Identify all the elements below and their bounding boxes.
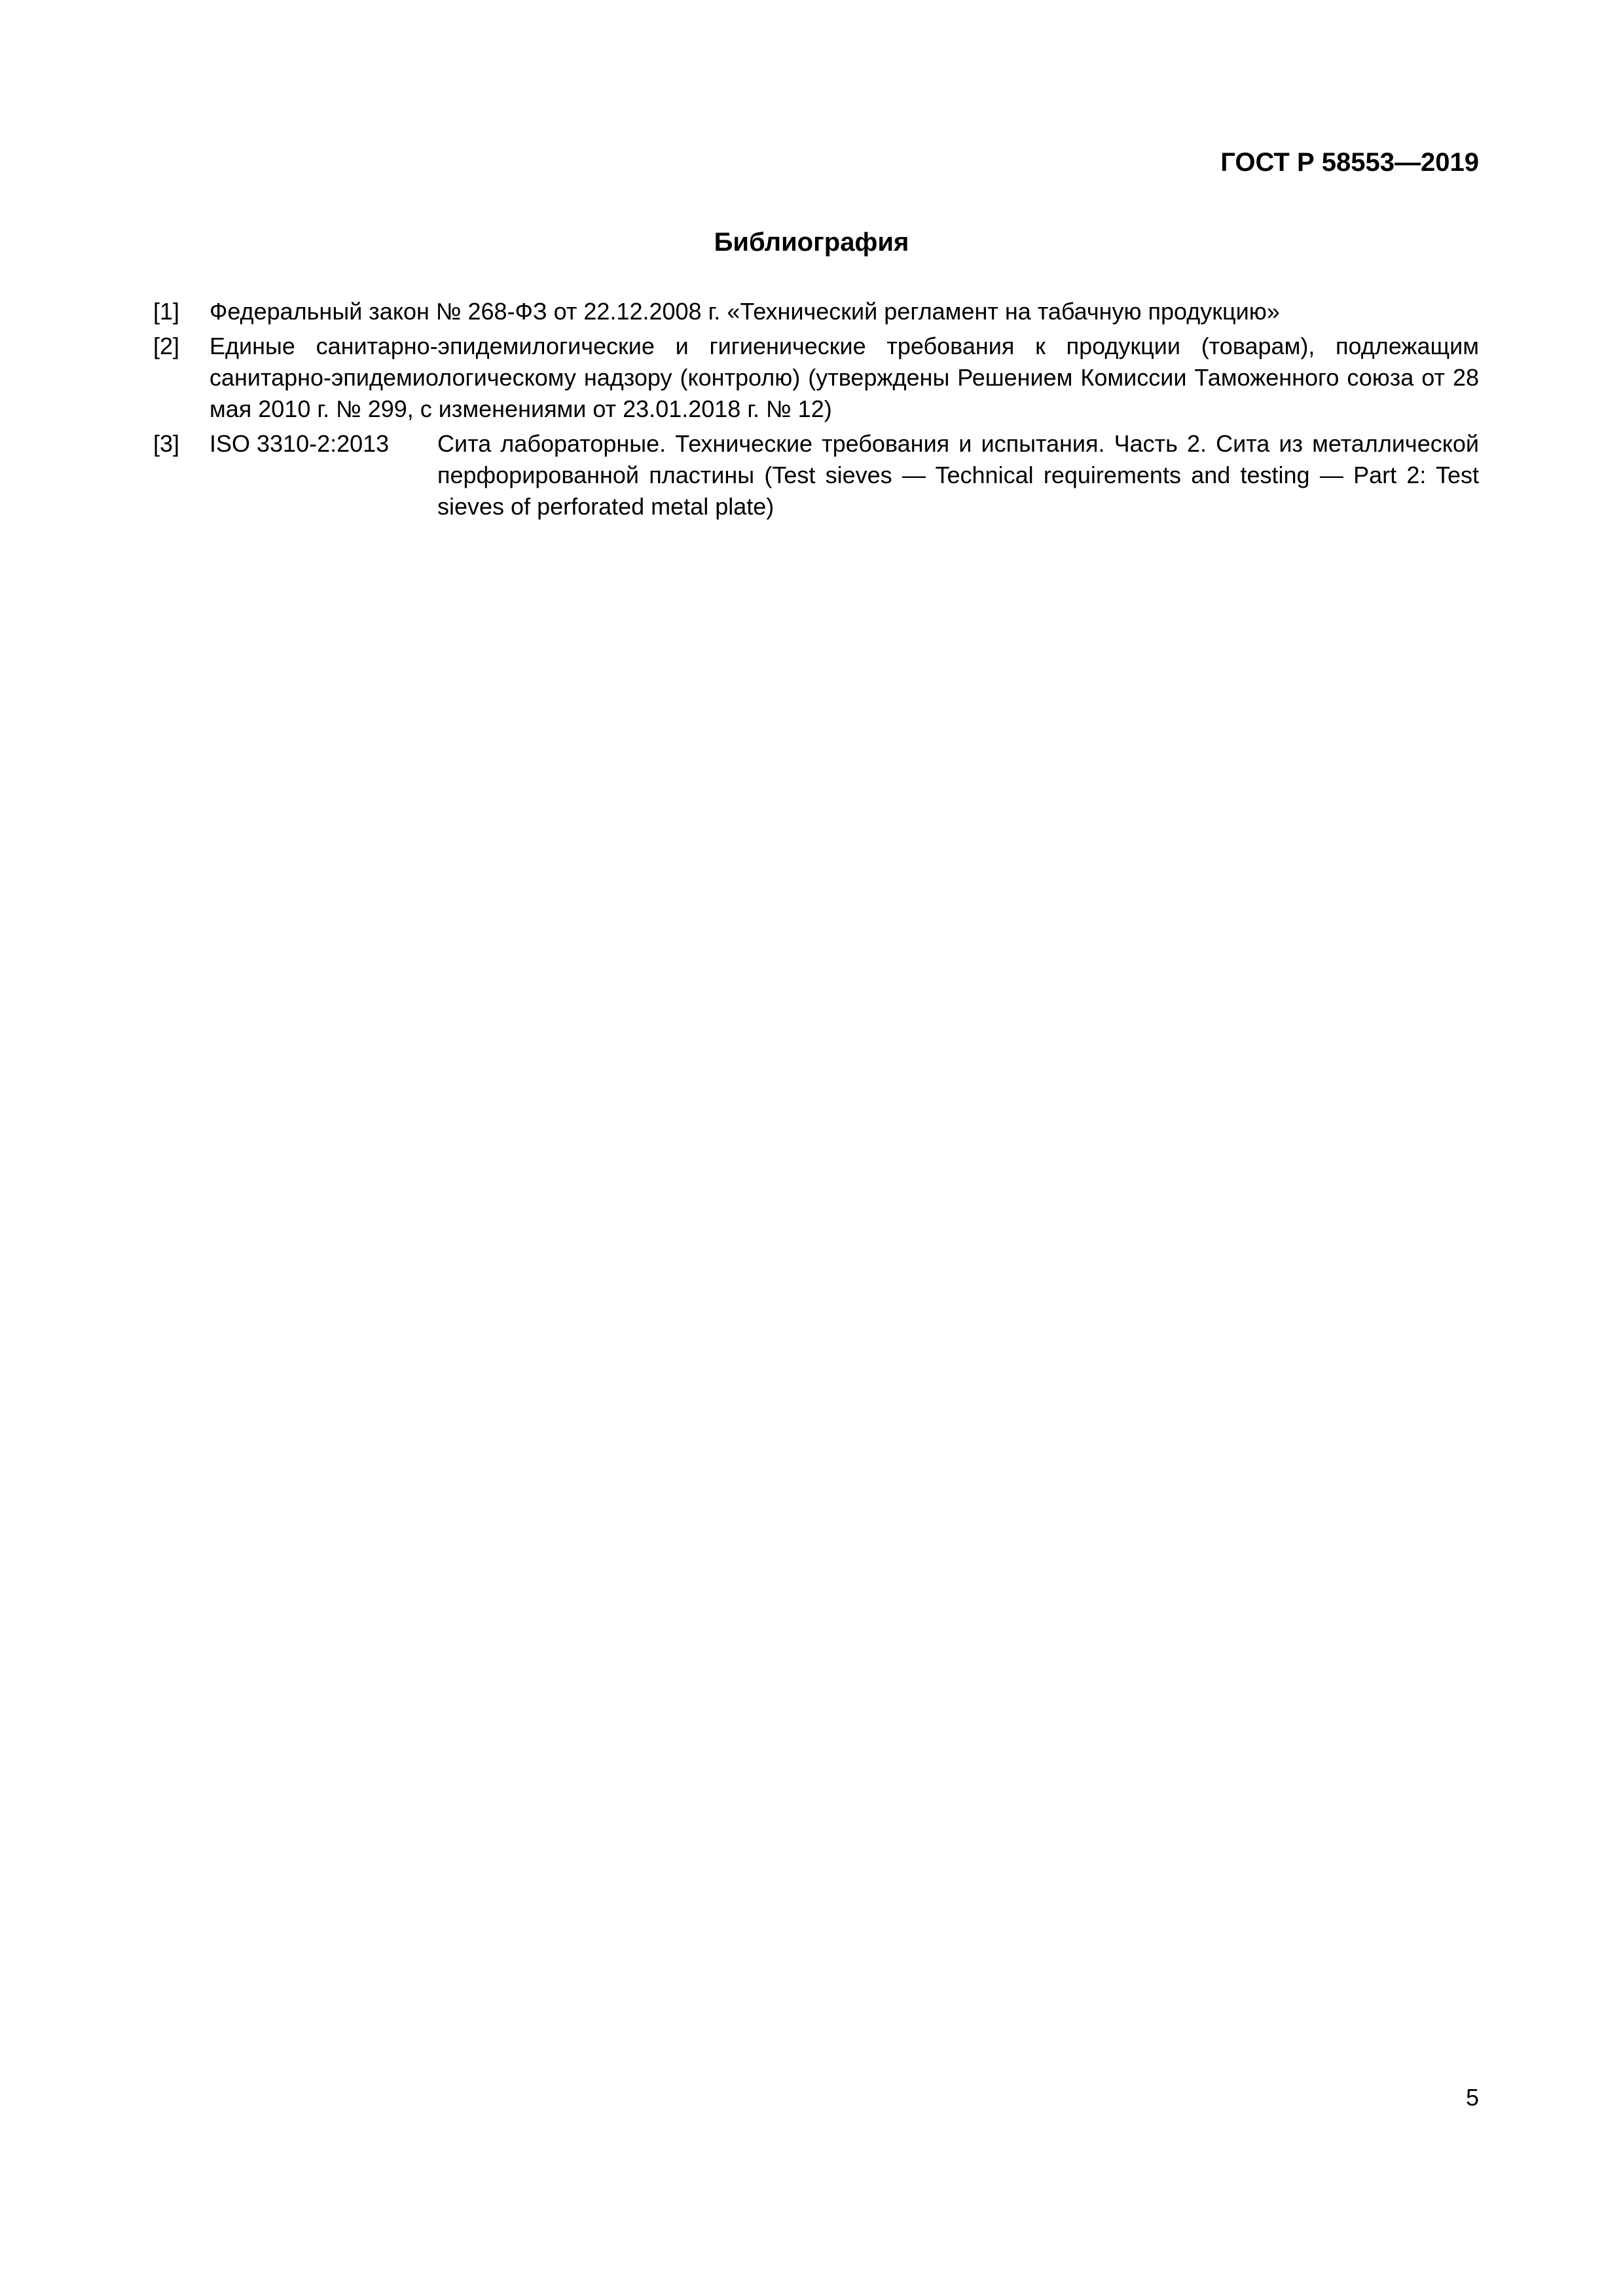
bibliography-text: Единые санитарно-эпидемилогические и гигиенические требования к продукции (товарам), подлежащим санитарно-эпидемиологическому надзору (контролю) (утверждены Решением Комиссии Таможенного союза от 28 мая 2010 г. № 299, с изменениями от 23.01.2018 г. № 12): [210, 333, 1479, 422]
bibliography-number: [1]: [153, 298, 180, 325]
bibliography-number: [2]: [153, 333, 180, 359]
bibliography-text: Сита лабораторные. Технические требования и испытания. Часть 2. Сита из металлической перфорированной пластины (Test sieves — Technical requirements and testing — Part 2: Test sieves of perforated metal plate): [437, 430, 1479, 520]
bibliography-item: [153, 331, 1479, 425]
document-code: ГОСТ Р 58553—2019: [1220, 148, 1479, 177]
bibliography-text: Федеральный закон № 268-ФЗ от 22.12.2008 г. «Технический регламент на табачную продукцию»: [210, 298, 1280, 325]
page-number: 5: [1465, 2084, 1479, 2111]
section-title: Библиография: [714, 228, 909, 257]
bibliography-list: [153, 296, 1479, 526]
bibliography-number: [3]: [153, 430, 180, 457]
bibliography-item: [153, 296, 1479, 327]
bibliography-standard-code: ISO 3310-2:2013: [210, 430, 390, 457]
bibliography-item: [153, 428, 1479, 522]
